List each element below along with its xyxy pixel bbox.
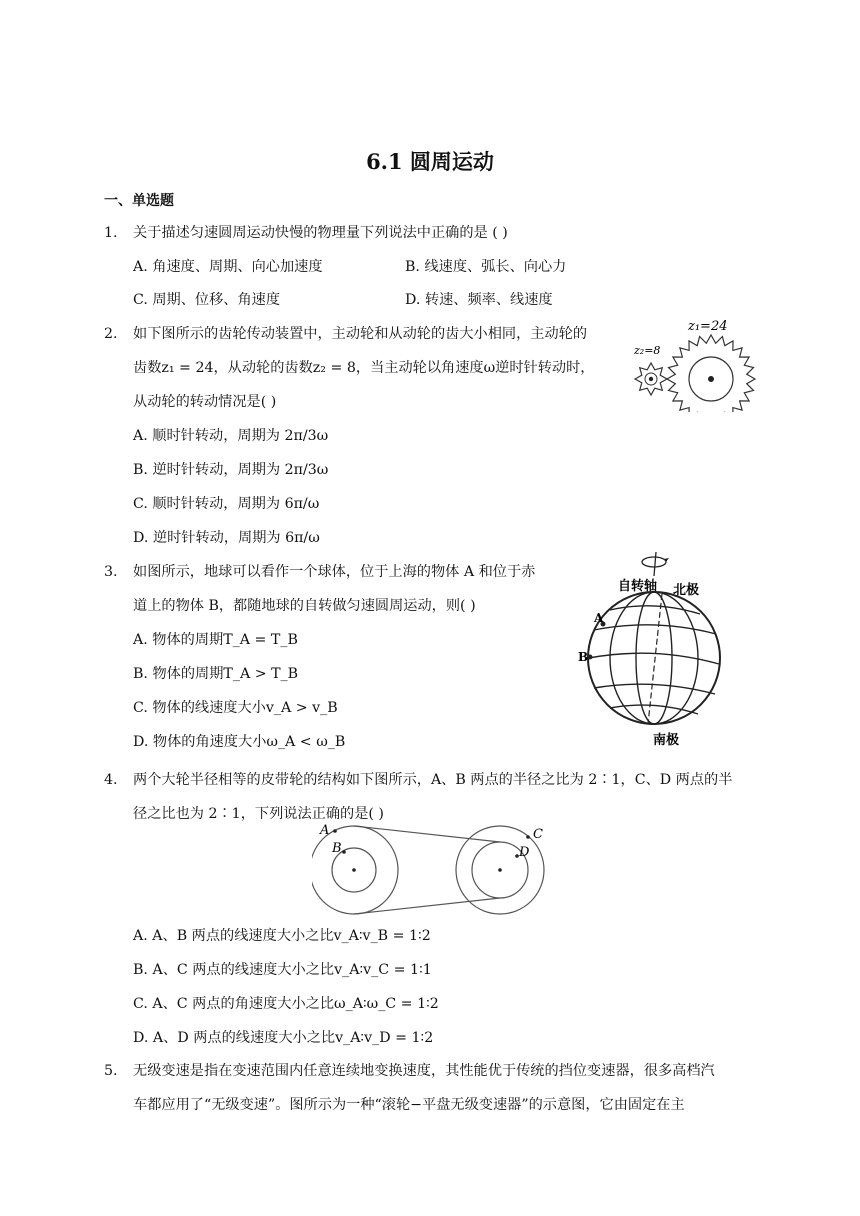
question-number: 2. xyxy=(104,326,118,342)
point-b-label: B xyxy=(578,650,589,664)
question-stem-line-2: 径之比也为 2∶1，下列说法正确的是( ) xyxy=(133,806,384,822)
point-b-label: B xyxy=(332,841,342,856)
question-stem-line-1: 无级变速是指在变速范围内任意连续地变换速度，其性能优于传统的挡位变速器，很多高档汽 xyxy=(133,1063,715,1079)
page-title: 6.1 圆周运动 xyxy=(366,149,494,174)
option-c: C. 物体的线速度大小v_A > v_B xyxy=(133,700,338,716)
point-a-label: A xyxy=(594,611,604,625)
point-a-label: A xyxy=(320,823,330,838)
option-b: B. 线速度、弧长、向心力 xyxy=(405,259,567,275)
section-heading: 一、单选题 xyxy=(104,193,174,209)
earth-figure xyxy=(570,548,730,752)
option-d: D. 逆时针转动，周期为 6π/ω xyxy=(133,530,320,546)
south-pole-label: 南极 xyxy=(653,733,680,748)
option-d: D. A、D 两点的线速度大小之比v_A∶v_D = 1∶2 xyxy=(133,1030,434,1046)
question-stem-line-3: 从动轮的转动情况是( ) xyxy=(133,394,277,410)
big-gear-label: z₁=24 xyxy=(688,319,728,334)
question-number: 5. xyxy=(104,1063,118,1079)
option-c: C. A、C 两点的角速度大小之比ω_A∶ω_C = 1∶2 xyxy=(133,996,439,1012)
option-b: B. 物体的周期T_A > T_B xyxy=(133,666,299,682)
north-pole-label: 北极 xyxy=(673,583,700,598)
option-a: A. 顺时针转动，周期为 2π/3ω xyxy=(133,428,329,444)
option-c: C. 周期、位移、角速度 xyxy=(133,292,281,308)
question-stem-line-1: 如下图所示的齿轮传动装置中，主动轮和从动轮的齿大小相同，主动轮的 xyxy=(133,326,588,342)
question-number: 1. xyxy=(104,225,118,241)
question-stem-line-2: 道上的物体 B，都随地球的自转做匀速圆周运动，则( ) xyxy=(133,598,476,614)
axis-label: 自转轴 xyxy=(618,579,658,594)
option-a: A. 物体的周期T_A = T_B xyxy=(133,632,298,648)
question-stem-line-2: 车都应用了“无级变速”。图所示为一种“滚轮−平盘无级变速器”的示意图，它由固定在主 xyxy=(133,1097,685,1113)
small-gear-label: z₂=8 xyxy=(634,344,661,357)
point-d-label: D xyxy=(519,845,530,860)
question-number: 3. xyxy=(104,564,118,580)
point-c-label: C xyxy=(533,827,543,842)
option-d: D. 转速、频率、线速度 xyxy=(405,292,553,308)
question-stem-line-1: 如图所示，地球可以看作一个球体，位于上海的物体 A 和位于赤 xyxy=(133,564,536,580)
option-a: A. A、B 两点的线速度大小之比v_A∶v_B = 1∶2 xyxy=(133,928,431,944)
belt-pulley-figure xyxy=(312,820,552,916)
option-b: B. 逆时针转动，周期为 2π/3ω xyxy=(133,462,329,478)
gear-figure xyxy=(628,312,758,412)
question-number: 4. xyxy=(104,772,118,788)
option-b: B. A、C 两点的线速度大小之比v_A∶v_C = 1∶1 xyxy=(133,962,432,978)
question-stem-line-1: 两个大轮半径相等的皮带轮的结构如下图所示，A、B 两点的半径之比为 2∶1，C、D 两点的半 xyxy=(133,772,733,788)
option-c: C. 顺时针转动，周期为 6π/ω xyxy=(133,496,320,512)
option-a: A. 角速度、周期、向心加速度 xyxy=(133,259,323,275)
question-stem-line-2: 齿数z₁ = 24，从动轮的齿数z₂ = 8，当主动轮以角速度ω逆时针转动时， xyxy=(133,360,595,376)
option-d: D. 物体的角速度大小ω_A < ω_B xyxy=(133,734,346,750)
question-stem: 关于描述匀速圆周运动快慢的物理量下列说法中正确的是 ( ) xyxy=(133,225,508,241)
